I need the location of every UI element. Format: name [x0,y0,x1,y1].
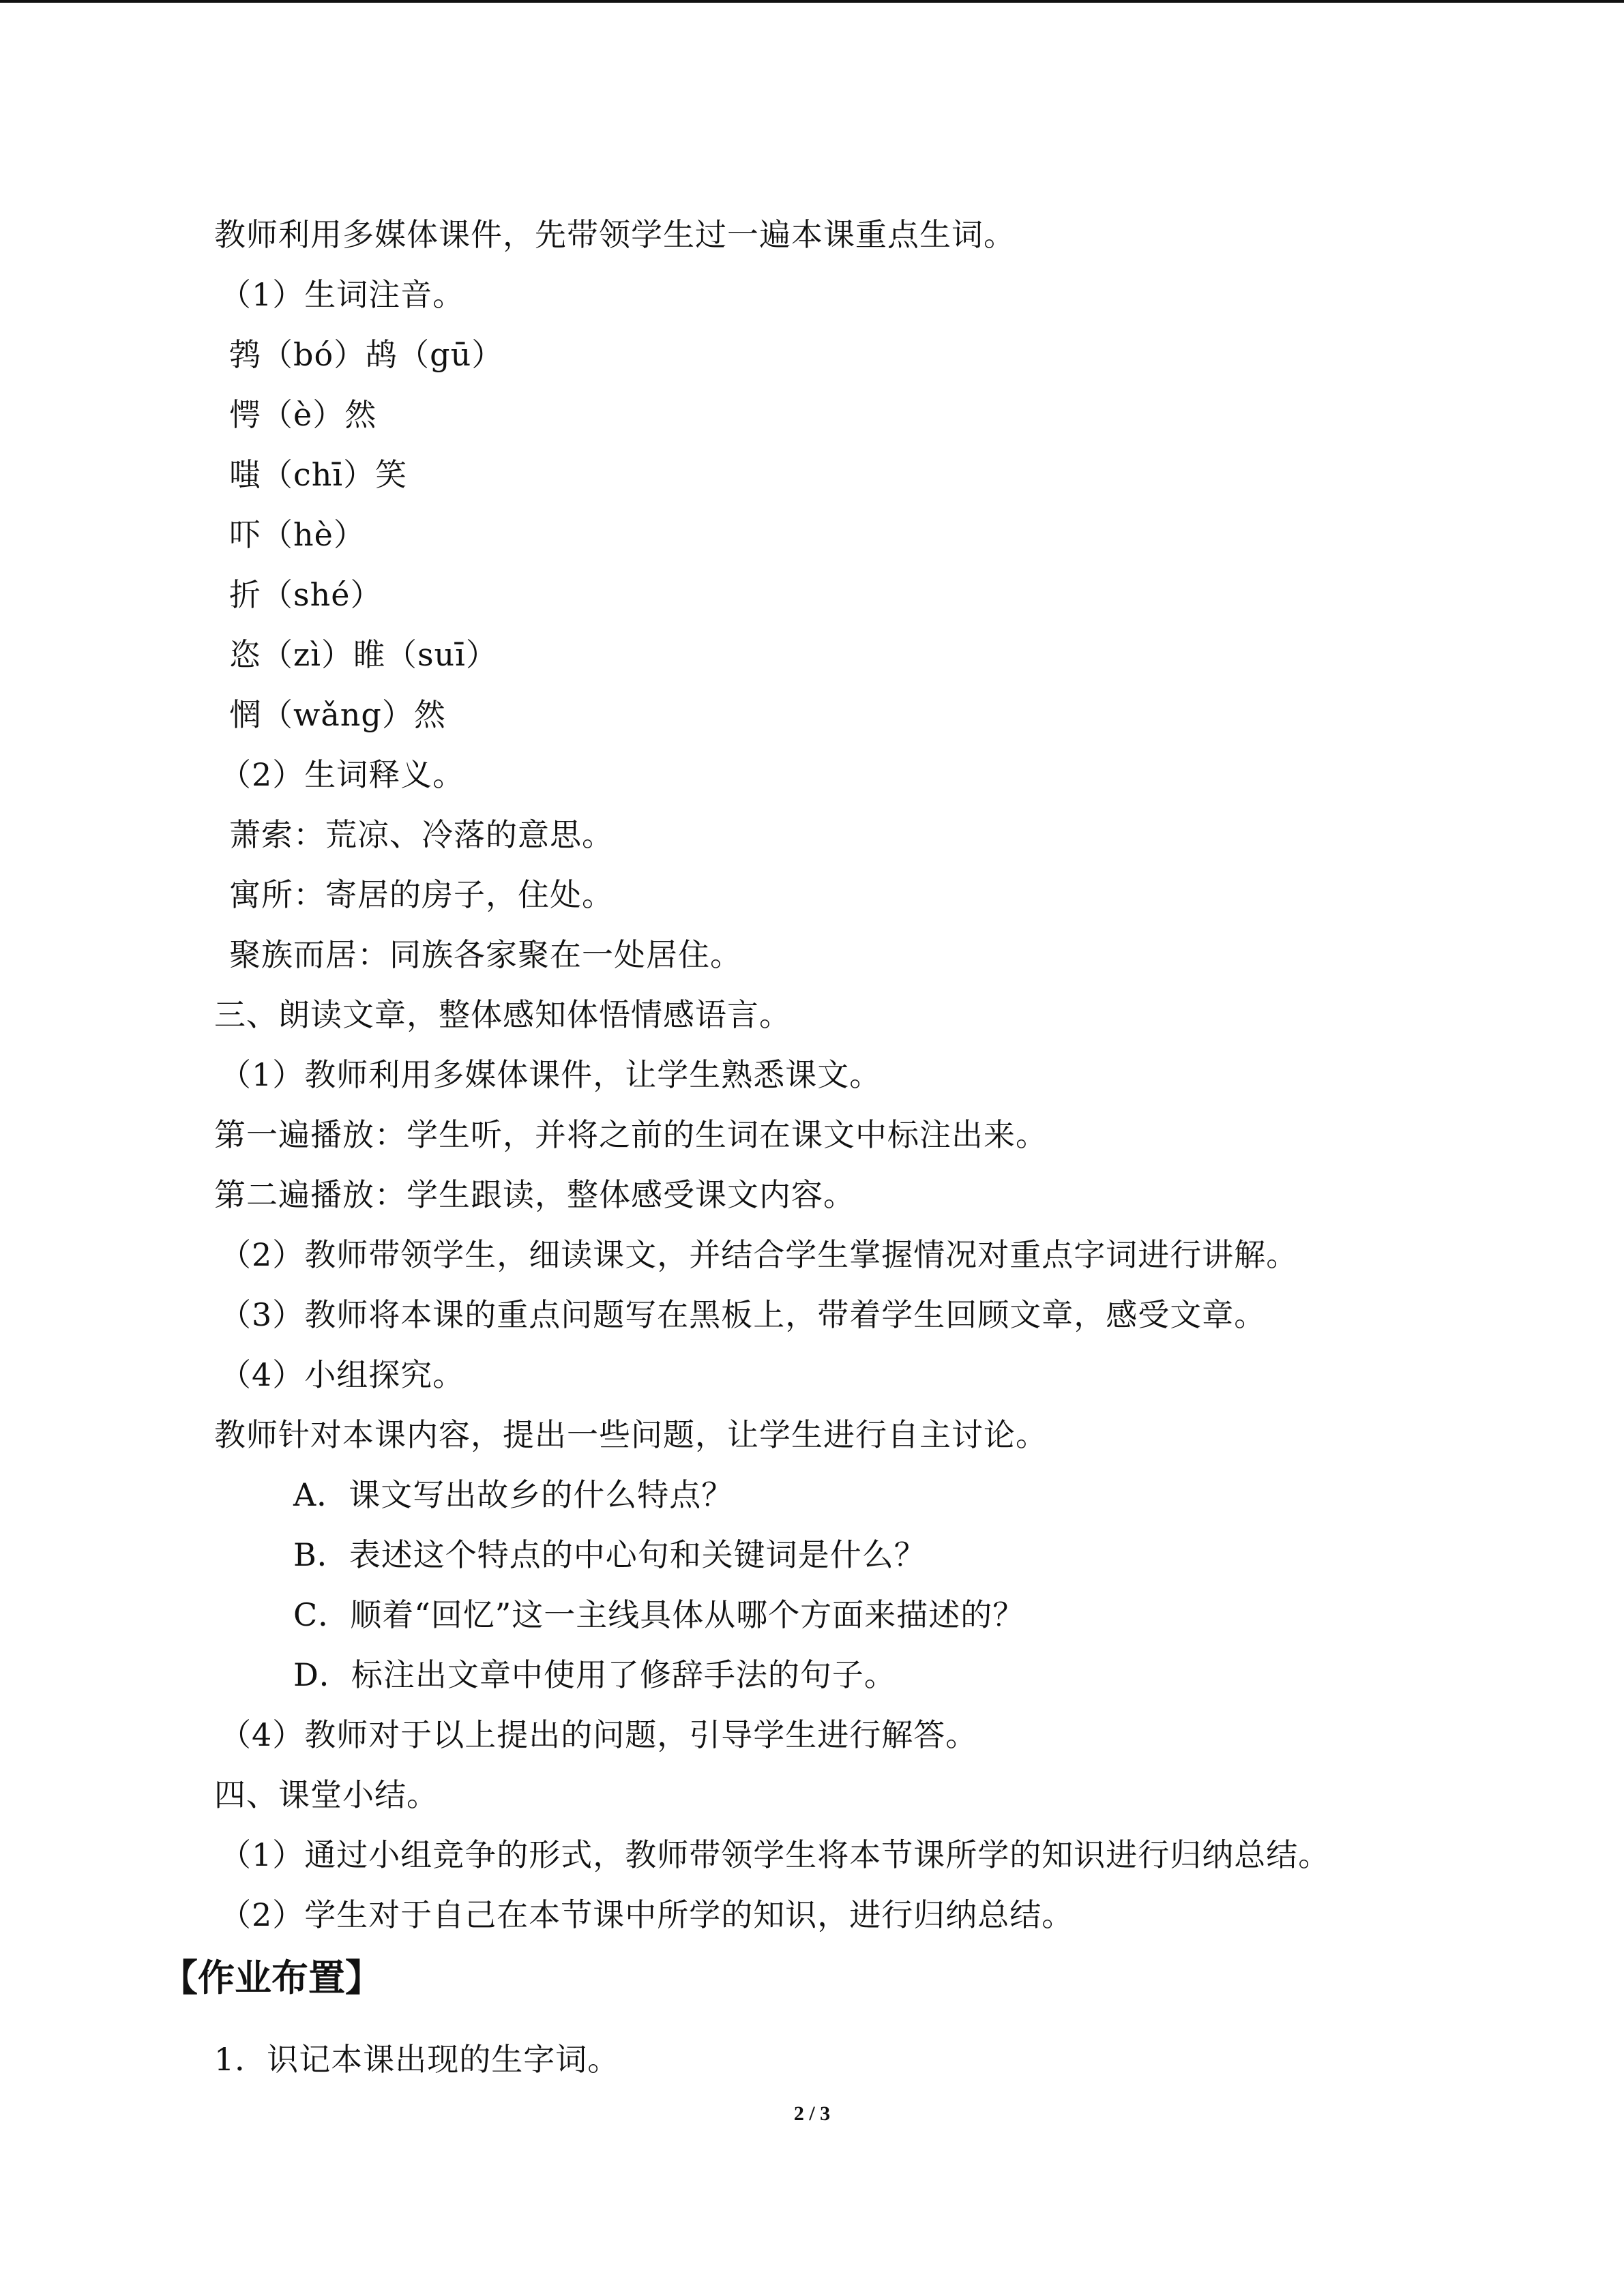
homework-heading: 【作业布置】 [161,1956,382,1999]
question-item: A．课文写出故乡的什么特点？ [293,1476,734,1513]
page-number: 2 / 3 [793,2102,831,2125]
text-line: 折（shé） [229,576,383,613]
text-line: 萧索：荒凉、冷落的意思。 [229,816,614,853]
section-title: 四、课堂小结。 [214,1776,439,1813]
text-line: 寓所：寄居的房子，住处。 [229,876,614,913]
text-line: 教师利用多媒体课件，先带领学生过一遍本课重点生词。 [214,216,1016,253]
homework-item: 1．识记本课出现的生字词。 [214,2041,620,2078]
section-title: 三、朗读文章，整体感知体悟情感语言。 [214,996,791,1033]
page-top-border [0,0,1624,3]
text-line: 嗤（chī）笑 [229,456,408,493]
text-line: 第一遍播放：学生听，并将之前的生词在课文中标注出来。 [214,1116,1048,1153]
text-line: 第二遍播放：学生跟读，整体感受课文内容。 [214,1176,855,1213]
question-item: C．顺着“回忆”这一主线具体从哪个方面来描述的？ [293,1596,1025,1633]
text-line: （1）教师利用多媒体课件，让学生熟悉课文。 [220,1056,882,1093]
text-line: （1）生词注音。 [220,276,465,313]
text-line: （4）小组探究。 [220,1356,465,1393]
text-line: 聚族而居：同族各家聚在一处居住。 [229,936,742,973]
text-line: 鹁（bó）鸪（gū） [229,336,504,373]
text-line: （2）学生对于自己在本节课中所学的知识，进行归纳总结。 [220,1896,1074,1933]
text-line: （3）教师将本课的重点问题写在黑板上，带着学生回顾文章，感受文章。 [220,1296,1267,1333]
text-line: 教师针对本课内容，提出一些问题，让学生进行自主讨论。 [214,1416,1048,1453]
text-line: （2）教师带领学生，细读课文，并结合学生掌握情况对重点字词进行讲解。 [220,1236,1299,1273]
text-line: （1）通过小组竞争的形式，教师带领学生将本节课所学的知识进行归纳总结。 [220,1836,1331,1873]
question-item: D．标注出文章中使用了修辞手法的句子。 [293,1656,896,1693]
text-line: 愕（è）然 [229,396,377,433]
text-line: （4）教师对于以上提出的问题，引导学生进行解答。 [220,1716,978,1753]
text-line: 恣（zì）睢（suī） [229,636,498,673]
text-line: 吓（hè） [229,516,366,553]
question-item: B．表述这个特点的中心句和关键词是什么？ [293,1536,926,1573]
text-line: （2）生词释义。 [220,756,465,793]
text-line: 惘（wǎng）然 [229,696,446,733]
